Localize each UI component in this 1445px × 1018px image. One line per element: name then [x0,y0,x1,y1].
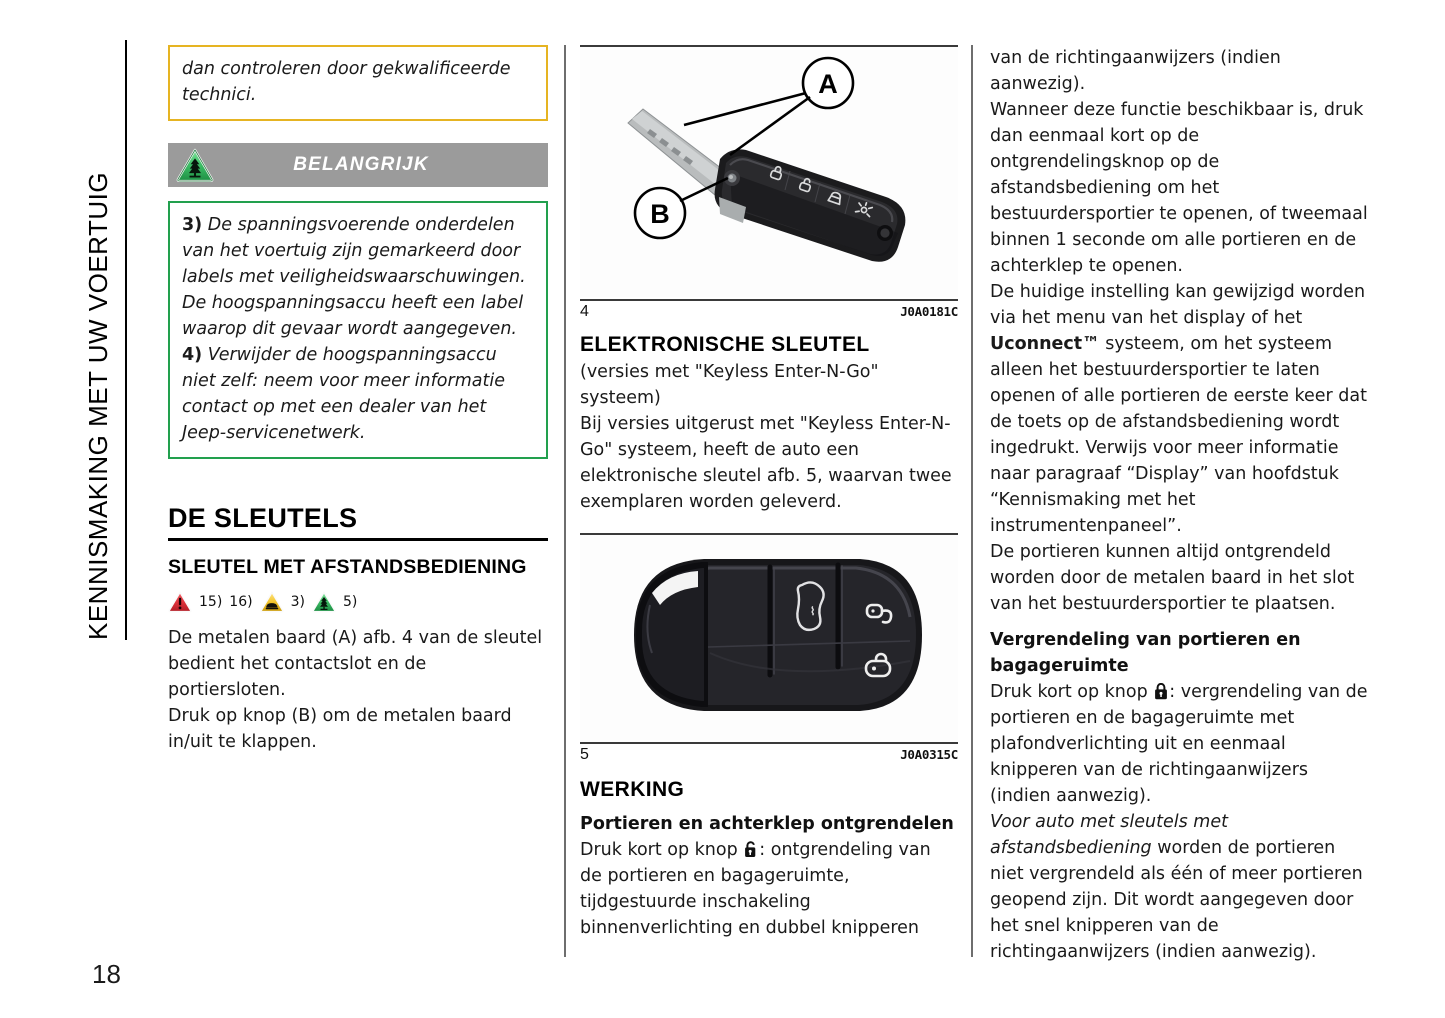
page-number: 18 [92,959,121,989]
symbol-ref-5: 5) [342,594,358,610]
figure5-code: J0A0315C [900,747,958,762]
column-divider-1 [564,45,566,957]
subheading-vergrendeling: Vergrendeling van portieren en bagageruimte [990,630,1301,676]
right-paragraph-6 [990,809,1370,965]
symbol-ref-3: 3) [290,594,305,610]
right-p3-pre: De huidige instelling kan gewijzigd worden via het menu van het display of het [990,282,1366,328]
yellow-car-triangle-icon [260,591,284,613]
heading-werking: WERKING [580,778,685,801]
right-p6-italic: Voor auto met sleutels met afstandsbediening [990,812,1228,858]
right-paragraph-3 [990,279,1370,539]
left-column-body [168,625,548,755]
left-column [168,45,548,755]
important-item-4 [182,342,534,446]
column-divider-2 [971,45,973,957]
side-tab-rule [125,40,127,640]
uconnect-brand: Uconnect™ [990,334,1100,354]
svg-text:A: A [818,69,838,99]
important-item-4-number: 4) [182,345,203,365]
right-paragraph-5 [990,679,1370,809]
figure5-number: 5 [580,746,589,763]
figure5-caption [580,744,958,764]
important-banner [168,143,548,187]
figure4-code: J0A0181C [900,304,958,319]
safety-symbol-row [168,589,548,615]
section-title-de-sleutels: DE SLEUTELS [168,503,548,541]
werking-text-after-icon: : ontgrendeling van de portieren en bagageruimte, tijdgestuurde inschakeling binnenverlichting en dubbel knipperen [580,840,931,938]
right-p6-rest: worden de portieren niet vergrendeld als één of meer portieren geopend zijn. Dit wordt aangegeven door het snel knipperen van de richtingaanwijzers (indien aanwezig). [990,838,1363,962]
middle-subtitle: (versies met "Keyless Enter-N-Go" systeem) [580,362,879,408]
chapter-side-tab [78,40,130,640]
svg-text:⌇: ⌇ [810,606,816,618]
important-item-3 [182,212,534,342]
important-item-4-text: Verwijder de hoogspanningsaccu niet zelf: neem voor meer informatie contact op met een dealer van het Jeep-servicenetwerk. [182,345,505,443]
important-item-3-text: De spanningsvoerende onderdelen van het voertuig zijn gemarkeerd door labels met veiligheidswaarschuwingen. De hoogspanningsaccu heeft een label waarop dit gevaar wordt aangegeven. [182,215,526,339]
right-p3-post: systeem, om het systeem alleen het bestuurdersportier te laten openen of alle portieren de eerste keer dat de toets op de afstandsbediening wordt ingedrukt. Verwijs voor meer informatie naar paragraaf “Display” van hoofdstuk “Kennismaking met het instrumentenpaneel”. [990,334,1368,536]
svg-text:B: B [650,199,670,229]
figure4-caption [580,301,958,321]
right-paragraph-4: De portieren kunnen altijd ontgrendeld worden door de metalen baard in het slot van het bestuurdersportier te plaatsen. [990,542,1355,614]
right-p5-post: : vergrendeling van de portieren en de bagageruimte met plafondverlichting uit en eenmaal knipperen van de richtingaanwijzers (indien aanwezig). [990,682,1368,806]
green-triangle-tree-icon [176,148,214,182]
werking-text-before-icon: Druk kort op knop [580,840,744,860]
heading-elektronische-sleutel: ELEKTRONISCHE SLEUTEL [580,333,870,356]
unlock-padlock-icon [744,840,758,857]
middle-werking-body [580,837,958,941]
figure4-image [580,47,958,297]
subsection-title-sleutel-met-afstandsbediening: SLEUTEL MET AFSTANDSBEDIENING [168,556,527,578]
left-paragraph-2: Druk op knop (B) om de metalen baard in/uit te klappen. [168,706,512,752]
middle-column [580,45,958,941]
green-tree-triangle-icon [312,591,336,613]
important-item-3-number: 3) [182,215,203,235]
right-column-body [990,45,1370,617]
important-banner-title: BELANGRIJK [293,154,429,175]
right-paragraph-2: Wanneer deze functie beschikbaar is, druk dan eenmaal kort op de ontgrendelingsknop op de afstandsbediening om het bestuurdersportier te openen, of tweemaal binnen 1 seconde om alle portieren en de achterklep te openen. [990,100,1368,276]
right-paragraph-1: van de richtingaanwijzers (indien aanwezig). [990,48,1281,94]
middle-column-intro [580,359,958,515]
symbol-ref-15: 15) [199,594,223,610]
side-tab-label: KENNISMAKING MET UW VOERTUIG [83,171,113,640]
symbol-ref-16: 16) [229,594,253,610]
figure5-image [580,535,958,740]
right-column-body-2 [990,679,1370,965]
note-callout-text: dan controleren door gekwalificeerde technici. [182,59,511,105]
figure4-number: 4 [580,303,589,320]
important-callout-box [168,201,548,459]
note-callout-box [168,45,548,121]
left-paragraph-1: De metalen baard (A) afb. 4 van de sleutel bedient het contactslot en de portiersloten. [168,628,543,700]
right-column [990,45,1370,965]
middle-paragraph-1: Bij versies uitgerust met "Keyless Enter-N-Go" systeem, heeft de auto een elektronische sleutel afb. 5, waarvan twee exemplaren worden geleverd. [580,414,952,512]
red-warning-triangle-icon [168,591,192,613]
subheading-portieren-ontgrendelen: Portieren en achterklep ontgrendelen [580,814,954,834]
right-p5-pre: Druk kort op knop [990,682,1154,702]
locked-padlock-icon [1154,682,1168,699]
